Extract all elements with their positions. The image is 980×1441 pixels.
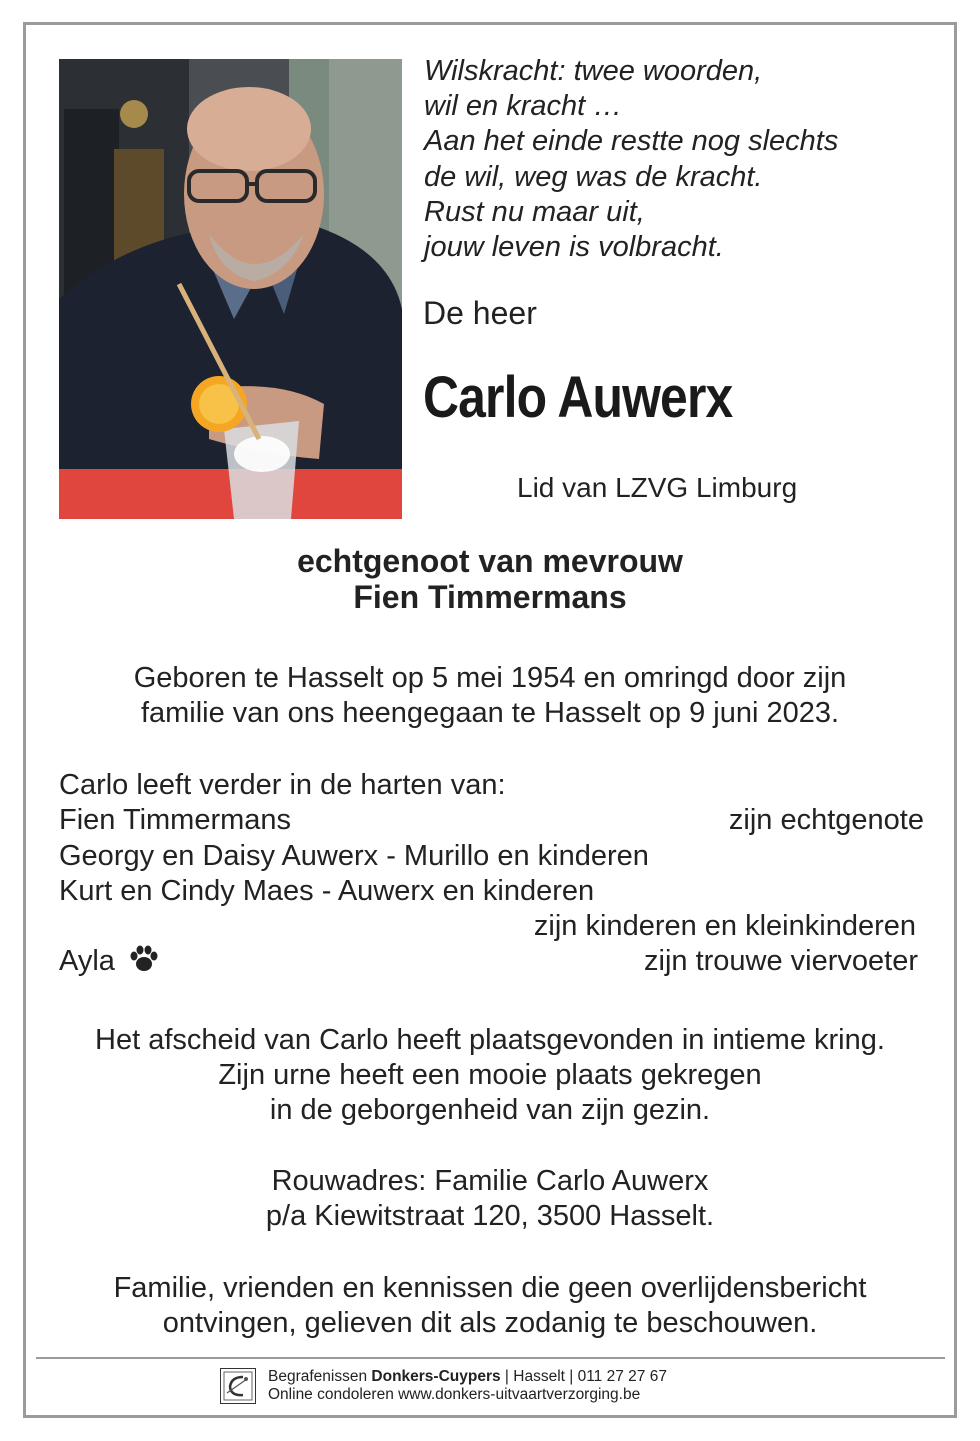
farewell-line: Zijn urne heeft een mooie plaats gekregen <box>218 1059 762 1091</box>
footer-prefix: Begrafenissen <box>268 1368 372 1385</box>
spouse-line: echtgenoot van mevrouw <box>297 543 683 579</box>
poem <box>424 54 944 265</box>
birth-line: Geboren te Hasselt op 5 mei 1954 en omringd door zijn <box>133 662 847 694</box>
farewell-line: in de geborgenheid van zijn gezin. <box>269 1094 711 1126</box>
pet-name: Ayla <box>59 945 115 978</box>
company-name: Donkers-Cuypers <box>371 1368 501 1385</box>
spouse-name: Fien Timmermans <box>353 579 627 615</box>
farewell-line: Het afscheid van Carlo heeft plaatsgevonden in intieme kring. <box>95 1024 885 1056</box>
survivor-name: Georgy en Daisy Auwerx - Murillo en kinderen <box>59 839 649 872</box>
survivor-name: Kurt en Cindy Maes - Auwerx en kinderen <box>59 874 595 907</box>
poem-line: Aan het einde restte nog slechts <box>424 125 839 158</box>
footer <box>220 1366 667 1406</box>
spouse-block <box>0 543 980 615</box>
notice-line: ontvingen, gelieven dit als zodanig te beschouwen. <box>162 1307 818 1339</box>
farewell-block <box>0 1023 980 1128</box>
footer-contact: | Hasselt | 011 27 27 67 <box>500 1368 667 1385</box>
deceased-name: Carlo Auwerx <box>423 365 733 430</box>
death-line: familie van ons heengegaan te Hasselt op 9 juni 2023. <box>140 697 840 729</box>
survivor-relation: zijn echtgenote <box>728 804 924 837</box>
birth-death-block <box>0 661 980 731</box>
poem-line: jouw leven is volbracht. <box>424 231 724 264</box>
paw-icon <box>129 945 159 982</box>
survivors-block <box>59 768 924 980</box>
honorific: De heer <box>423 295 537 331</box>
address-line: p/a Kiewitstraat 120, 3500 Hasselt. <box>265 1200 715 1232</box>
company-logo-icon <box>220 1368 256 1404</box>
notice-line: Familie, vrienden en kennissen die geen overlijdensbericht <box>113 1272 867 1304</box>
survivors-intro: Carlo leeft verder in de harten van: <box>59 769 506 801</box>
address-line: Rouwadres: Familie Carlo Auwerx <box>271 1165 709 1197</box>
survivor-relation: zijn trouwe viervoeter <box>644 945 918 978</box>
footer-divider <box>36 1357 945 1359</box>
portrait-photo <box>59 59 402 519</box>
poem-line: Rust nu maar uit, <box>424 195 645 228</box>
poem-line: de wil, weg was de kracht. <box>424 160 763 193</box>
footer-website: Online condoleren www.donkers-uitvaartverzorging.be <box>268 1386 641 1403</box>
poem-line: wil en kracht … <box>424 90 623 123</box>
survivor-name: Fien Timmermans <box>59 804 292 837</box>
address-block <box>0 1164 980 1234</box>
membership: Lid van LZVG Limburg <box>517 472 798 503</box>
poem-line: Wilskracht: twee woorden, <box>424 55 763 87</box>
notice-block <box>0 1271 980 1341</box>
survivor-relation: zijn kinderen en kleinkinderen <box>533 910 916 943</box>
